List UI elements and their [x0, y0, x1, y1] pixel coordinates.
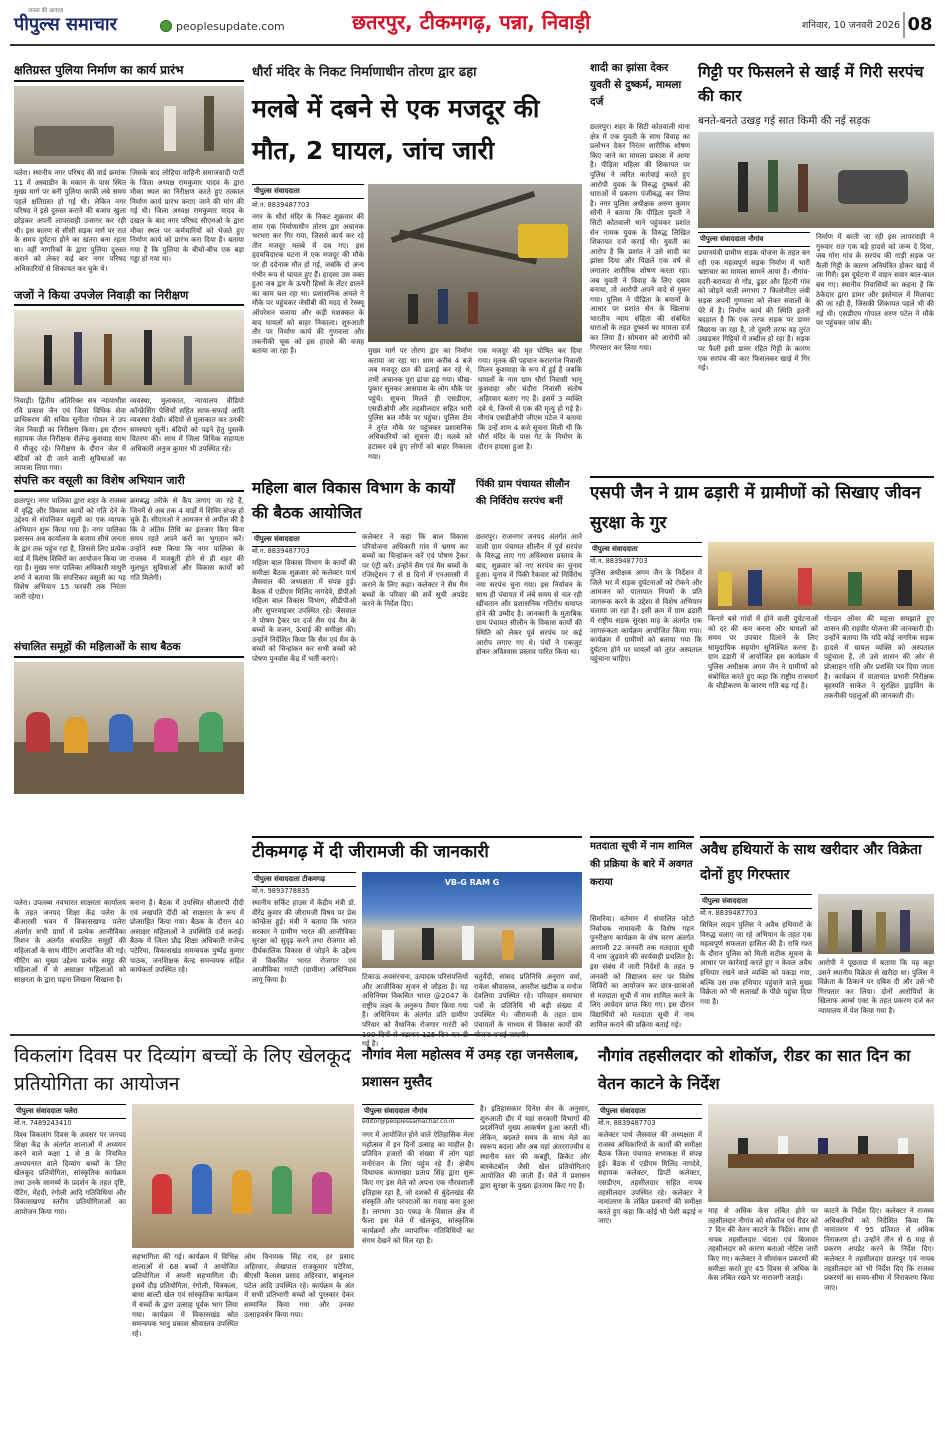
tehsildar-body-2: माह से अधिक केस लंबित होने पर तहसीलदार नौगांव को शोकॉज एवं रीडर को 7 दिन की वेतन काटने के निर्देश। साथ ही नायब तहसीलदार चंदला एवं बिजावर तहसीलदार को कारण बताओ नोटिस जारी किए गए। कलेक्टर ने सीमांकन प्रकरणों की समीक्षा करते हुए 45 दिवस से अधिक के केस लंबित रखने पर नाराजगी जताई।	[708, 1206, 818, 1283]
viklang-headline: विकलांग दिवस पर दिव्यांग बच्चों के लिए खेलकूद प्रतियोगिता का आयोजन	[14, 1045, 351, 1095]
gitti-byline-place: नौगांव	[748, 235, 764, 243]
mela-headline: नौगांव मेला महोत्सव में उमड़ रहा जनसैलाब, प्रशासन मुस्तैद	[362, 1047, 579, 1090]
tehsildar-mobile: मो.न. 8839487703	[598, 1119, 656, 1127]
puliya-photo	[14, 86, 244, 164]
jiramji-byline-place: टीकमगढ़	[302, 875, 325, 883]
mela-byline-place: नौगांव	[412, 1107, 428, 1115]
page-number: 08	[903, 12, 935, 38]
viklang-body-1: विश्व विकलांग दिवस के अवसर पर जनपद शिक्षा केंद्र के अंतर्गत शालाओं में अध्ययन करने वाले कक्षा 1 से 8 के नियमित अध्ययनरत वाले दिव्यांग बच्चों के लिए खेलकूद प्रतियोगिता, सांस्कृतिक कार्यक्रम तथा उनके सामर्थ्य के प्रदर्शन के तहत दृष्टि, पेंटिंग, मेंहदी, रंगोली आदि गतिविधियां और विकासखण्ड स्तरीय प्रतियोगिताओं का आयोजन किया गया।	[14, 1130, 126, 1216]
sp-body-3: गोल्डन ऑवर की महत्ता समझाते हुए शासन की राहवीर योजना की जानकारी दी। उन्होंने बताया कि यदि कोई नागरिक सड़क हादसे में घायल व्यक्ति को अस्पताल पहुंचाता है, तो उसे शासन की ओर से प्रोत्साहन राशि और प्रशस्ति पत्र दिया जाता है। कार्यक्रम में यातायात प्रभारी निरीक्षक बृहस्पति साकेत ने सुरक्षित ड्राइविंग के तकनीकी पहलुओं की जानकारी दी।	[824, 614, 934, 700]
jiramji-body-3: चतुर्वेदी, सांसद प्रतिनिधि अनुराग वर्मा, राकेश श्रीवास्तव, अमरीश खटीक व मनोज देवलिया उपस्थित रहे। परिवहन समाचार पत्रों के प्रतिनिधि भी बड़ी संख्या में उपस्थित थे। जीरामजी के तहत ग्राम पंचायतों के माध्यम से विकास कार्यों की	[474, 972, 582, 1029]
viklang-byline-name: पीपुल्स संवाददाता	[16, 1107, 62, 1115]
viklang-mobile: मो.न. 7489243410	[14, 1119, 72, 1127]
mahila-byline: पीपुल्स संवाददाता	[252, 532, 356, 547]
jiramji-byline	[252, 872, 356, 887]
gitti-body-1: प्रधानमंत्री ग्रामीण सड़क योजना के तहत बन रही एक महत्वपूर्ण सड़क निर्माण में भारी भ्रष्टाचार का मामला सामने आया है। नौगांव-ददरी-बरायठा से गोंड, ढुड़र और हिटनी गांव को जोड़ने वाली लगभग 7 किलोमीटर लंबी सड़क अपनी गुणवत्ता को लेकर सवालों के घेरे में है। निर्माण कार्य की स्थिति इतनी बदहाल है कि एक तरफ सड़क पर डामर बिछाया जा रहा है, तो दूसरी तरफ वह तुरंत उखड़कर गिट्टियों में तब्दील हो रहा है। सड़क पर फैली इसी डामर रहित गिट्टी के कारण एक सरपंच की कार फिसलकर खाई में गिर गई।	[698, 248, 810, 373]
logo	[14, 6, 164, 40]
gitti-photo	[698, 132, 934, 228]
sampatti-body-1: छतरपुर। नगर पालिका द्वारा शहर के राजस्व में वृद्धि और विकास कार्यों को गति देने के उद्देश्य से संपत्तिकर वसूली का एक व्यापक अभियान शुरू किया गया है। नगर पालिका प्रशासन अब कार्यालय के बजाय सीधे जनता के द्वार तक पहुंच रहा है, जिससे लिए प्रत्येक वार्ड में विशेष शिविरों का आयोजन किया जा रहा है। मुख्य नगर पालिका अधिकारी माधुरी शर्मा ने बताया कि संपत्तिकर वसूली का यह विशेष अभियान 15 फरवरी तक निरंतर जारी रहेगा।	[14, 496, 126, 601]
malba-body-2: मुख्य मार्ग पर तोरण द्वार का निर्माण कराया जा रहा था। शाम करीब 4 बजे जब मजदूर छत की ढलाई कर रहे थे, तभी अचानक पूरा ढांचा ढह गया। चीख-पुकार सुनकर आसपास के लोग मौके पर पहुंचे। सूचना मिलते ही एसडीएम, एसडीओपी और तहसीलदार सहित भारी पुलिस बल मौके पर पहुंचा। पुलिस टीम ने तुरंत मौके पर पहुंचकर प्रशासनिक अधिकारियों को सूचना दी। मलबे को हटाकर दबे हुए लोगों को बाहर निकाला गया।	[368, 346, 472, 461]
upjail-body-2: व्यवस्था, मुलाकात, न्यायालय वीडियो कॉन्फ्रेंसिंग पेशियों सहित साफ-सफाई आदि व्यवस्था देखी। बंदियों से मुलाकात कर उनकी समस्याएं सुनी। बंदियों को पढ़ने हेतु पुस्तकें वितरण की। साथ में जिला विधिक सहायता अधिकारी अनुज कुमार भी उपस्थित रहे।	[130, 396, 244, 453]
samooh-photo	[14, 662, 244, 794]
mahila-body-2: कलेक्टर ने कहा कि बाल विकास परियोजना अधिकारी गांव में भ्रमण कर बच्चों का चिन्हांकन करें एवं पोषण ट्रैकर पर एंट्री करें। उन्होंने सैम एवं मैम बच्चों के रजिस्ट्रेशन 7 से 8 दिनों में एनआरसी में कराने के लिए कहा। कलेक्टर ने सैम मैम बच्चों के परिवार की सर्वे सूची अपडेट करने के निर्देश दिए।	[362, 532, 468, 609]
jiramji-body-1: स्थानीय सर्किट हाउस में केंद्रीय मंत्री डॉ. वीरेंद्र कुमार की जीरामजी विषय पर प्रेस कॉन्फ्रेंस हुई। मंत्री ने बताया कि भारत सरकार ने ग्रामीण भारत की आजीविका सुरक्षा को सुदृढ़ करने तथा रोजगार को दीर्घकालिक विकास से जोड़ने के उद्देश्य से विकसित भारत रोजगार एवं आजीविका गारंटी (ग्रामीण) अधिनियम लागू किया है।	[252, 898, 356, 984]
issue-date: शनिवार, 10 जनवरी 2026	[801, 20, 900, 31]
hathiyar-body-2: आरोपी ने पूछताछ में बताया कि यह कट्टा उसने स्थानीय विक्रेता से खरीदा था। पुलिस ने विक्रेता के ठिकाने पर दबिश दी और उसे भी गिरफ्तार कर लिया। दोनों आरोपियों के खिलाफ आर्म्स एक्ट के तहत प्रकरण दर्ज कर न्यायालय में पेश किया गया है।	[818, 958, 934, 1015]
website-row	[160, 16, 285, 36]
sarpanch-headline: पिंकी ग्राम पंचायत सीलौन की निर्विरोध सरपंच बनीं	[476, 479, 570, 507]
matdata-body: सिमरिया। वर्तमान में संचालित फोटो निर्वाचक नामावली के विशेष गहन पुनरीक्षण कार्यक्रम के शेष चरण अंतर्गत आगामी 22 जनवरी तक मतदाता सूची में नाम जुड़वाने की कार्यवाही प्रचलित है। इस संबंध में जारी निर्देशों के तहत 9 जनवरी को विद्यालय स्तर पर विशेष शिविरों का आयोजन कर छात्र-छात्राओं से मतदाता सूची में नाम शामिल करने के लिए आवेदन प्राप्त किए गए। इस दौरान विद्यार्थियों को मतदाता सूची में नाम शामिल कराने की प्रक्रिया बताई गई।	[590, 914, 694, 1029]
malba-kicker: धौर्रा मंदिर के निकट निर्माणाधीन तोरण द्वार ढहा	[252, 65, 477, 80]
puliya-body-2: जिसके बाद लोहिया वाहिनी समाजवादी पार्टी के जिला अध्यक्ष रामकुमार यादव के द्वारा मौका स्थल का निरीक्षण करते हुए तत्काल निर्माण कार्य प्रारंभ कराए जाने की मांग की गई थी। जिला अध्यक्ष रामकुमार यादव के दखल के बाद नगर परिषद सीएमओ के द्वारा मौका स्थल पर कर्मचारियों को भेजते हुए निर्माण कार्य को प्रारंभ करा दिया है। बताया गया है कि पुलिया के बीचो-बीच एक बड़ा गड्ढा हो गया था।	[130, 168, 244, 264]
viklang-body-2: सहभागिता की गई। कार्यक्रम में विभिन्न शालाओं से 68 बच्चों ने आयोजित प्रतियोगिता में अपनी सहभागिता दी। इसमें दौड़ प्रतियोगिता, रंगोली, चित्रकला, बाधा बाल्टी खेल एवं सांस्कृतिक कार्यक्रम में बच्चों के द्वारा उत्साह पूर्वक भाग लिया गया। कार्यक्रम में विकासखंड स्रोत समन्वयक भानु प्रकाश श्रीवास्तव उपस्थित रहे।	[132, 1252, 238, 1338]
hathiyar-byline: पीपुल्स संवाददाता	[700, 894, 812, 909]
logo-tagline: जनता की आवाज़	[28, 8, 64, 14]
tehsildar-headline: नौगांव तहसीलदार को शोकॉज, रीडर का सात दिन का वेतन काटने के निर्देश	[598, 1046, 911, 1093]
viklang-body-3: ओम विनायक सिंह राव, हर प्रसाद अहिरवार, लेखपाल राजकुमार पटेरिया, बीएसी कैलाश प्रसाद अहिरवार, बाबूलाल पटेल आदि उपस्थित रहे। कार्यक्रम के अंत में सभी प्रतिभागी बच्चों को पुरस्कार देकर सम्मानित किया गया और उनका उत्साहवर्धन किया गया।	[244, 1252, 354, 1319]
upjail-body-1: निवाड़ी। द्वितीय अतिरिक्त सत्र न्यायाधीश रवि प्रकाश जैन एवं जिला विधिक सेवा प्राधिकरण की सचिव सुनीता गोयल ने उप जेल निवाड़ी का निरीक्षण किया। इस दौरान सहायक जेल निरीक्षक शैलेन्द्र कुशवाह साथ में मौजूद रहे। निरीक्षण के दौरान जेल में बंदियों को दी जाने वाली सुविधाओं का जायजा लिया गया।	[14, 396, 126, 473]
sp-body-1: पुलिस अधीक्षक अगम जैन के निर्देशन में जिले भर में सड़क दुर्घटनाओं को रोकने और आमजन को यातायात नियमों के प्रति जागरूक करने के उद्देश्य से विशेष अभियान चलाया जा रहा है। इसी क्रम में ग्राम ढड़ारी में राष्ट्रीय सड़क सुरक्षा माह के अंतर्गत एक जागरूकता कार्यक्रम आयोजित किया गया। कार्यक्रम में ग्रामीणों को बताया गया कि दुर्घटना होने पर घायलों को तुरंत अस्पताल पहुंचाना चाहिए।	[590, 568, 702, 664]
bottom-divider	[10, 1034, 935, 1036]
mahila-headline: महिला बाल विकास विभाग के कार्यों की बैठक आयोजित	[252, 479, 455, 522]
tehsildar-body-1: कलेक्टर पार्थ जैसवाल की अध्यक्षता में राजस्व अधिकारियों के कार्यों की समीक्षा बैठक जिला पंचायत सभाकक्ष में संपन्न हुई। बैठक में एडीएम मिलिंद नागदेवे, सहायक कलेक्टर, डिप्टी कलेक्टर, एसडीएम, तहसीलदार सहित नायब तहसीलदार उपस्थित रहे। कलेक्टर ने नामांतरण के लंबित प्रकरणों की समीक्षा करते हुए कहा कि कोई भी पेशी बढ़ाई न जाए।	[598, 1130, 702, 1226]
tehsildar-byline: पीपुल्स संवाददाता	[598, 1104, 702, 1119]
tehsildar-body-3: काटने के निर्देश दिए। कलेक्टर ने राजस्व अधिकारियों को निर्देशित किया कि नामांतरण में 95 प्रतिशत से अधिक निराकरण हो। उन्होंने तीन से 6 माह से प्रकरण अपडेट करने के निर्देश दिए। कलेक्टर ने तहसीलदार छतरपुर एवं नायब तहसीलदार को भी निर्देश दिए कि राजस्व प्रकरणों का समय-सीमा में निराकरण किया जाए।	[824, 1206, 934, 1292]
matdata-headline: मतदाता सूची में नाम शामिल की प्रक्रिया के बारे में अवगत कराया	[590, 836, 694, 910]
malba-mobile: मो.न. 8839487703	[252, 201, 310, 209]
hathiyar-headline: अवैध हथियारों के साथ खरीदार और विक्रेता दोनों हुए गिरफ्तार	[700, 836, 934, 890]
sp-byline: पीपुल्स संवाददाता	[590, 542, 702, 557]
shadi-headline: शादी का झांसा देकर युवती से दुष्कर्म, मामला दर्ज	[590, 62, 682, 108]
hathiyar-mobile: मो.न. 8839487703	[700, 909, 758, 917]
shadi-body: छतरपुर। शहर के सिटी कोतवाली थाना क्षेत्र में एक युवती के साथ विवाह का प्रलोभन देकर निरंतर शारीरिक शोषण किए जाने का मामला प्रकाश में आया है। पीड़िता महिला की शिकायत पर पुलिस ने त्वरित कार्रवाई करते हुए आरोपी युवक के विरुद्ध दुष्कर्म की धाराओं में प्रकरण पंजीबद्ध कर लिया है। नगर पुलिस अधीक्षक अरुण कुमार सोनी ने बताया कि पीड़िता युवती ने सिटी कोतवाली थाने पहुंचकर प्रशांत सेन नामक युवक के विरुद्ध लिखित शिकायत दर्ज कराई थी। युवती का आरोप है कि प्रशांत ने उसे शादी का झांसा दिया और पिछले एक वर्ष से लगातार शारीरिक शोषण करता रहा। जब युवती ने विवाह के लिए दबाव बनाया, तो आरोपी अपने वादे से मुकर गया। पुलिस ने पीड़िता के बयानों के आधार पर प्रशांत सेन के खिलाफ भारतीय न्याय संहिता की संबंधित धाराओं के तहत दुष्कर्म का मामला दर्ज कर लिया है। सोमवार को आरोपी को गिरफ्तार कर लिया गया।	[590, 122, 690, 352]
jiramji-headline: टीकमगढ़ में दी जीरामजी की जानकारी	[252, 836, 582, 866]
gitti-byline	[698, 232, 810, 247]
sampatti-headline: संपत्ति कर वसूली का विशेष अभियान जारी	[14, 472, 244, 492]
globe-icon	[160, 20, 172, 32]
sp-photo	[708, 542, 934, 610]
masthead-rule	[10, 44, 935, 46]
sp-body-2: किनारे बसे गांवों में होने वाली दुर्घटनाओं को दर की कम करना और घायलों को समय पर उपचार दिलाने के लिए सामुदायिक सहयोग सुनिश्चित करना है। ग्राम ढड़ारी में आयोजित इस कार्यक्रम में पुलिस अधीक्षक अगम जैन ने ग्रामीणों को संबोधित करते हुए कहा कि राष्ट्रीय राजमार्ग के चौड़ीकरण के कारण गति बढ़ गई है।	[708, 614, 818, 691]
samooh-body-1: पलेरा। उपलब्ध नवभारत साक्षरता कार्यालय के तहत जनपद शिक्षा केंद्र पलेरा के बीआरसी भवन में विकासखण्ड पलेरा अंतर्गत सभी ग्रामों में प्रत्येक आजीविका मिशन के अंतर्गत संचालित समूहों की महिलाओं के साथ मीटिंग आयोजित की गई। मीटिंग का मुख्य उद्देश्य प्रत्येक समूह की महिलाओं में से असाक्षर महिलाओं को साक्षरता के द्वारा पढ़ना लिखना सिखाना है।	[14, 898, 126, 984]
viklang-photo	[132, 1104, 354, 1248]
samooh-headline: संचालित समूहों की महिलाओं के साथ बैठक	[14, 638, 244, 658]
mela-byline	[362, 1104, 474, 1119]
hathiyar-photo	[818, 894, 934, 954]
tehsildar-photo	[708, 1104, 934, 1202]
gitti-body-2: निर्माण में बरती जा रही इस लापरवाही ने गुरुवार रात एक बड़े हादसे को जन्म दे दिया, जब गोरा गांव के सरपंच की गाड़ी सड़क पर फैली गिट्टी के कारण अनियंत्रित होकर खाई में जा गिरी। इस दुर्घटना में वाहन सवार बाल-बाल बच गए। स्थानीय निवासियों का कहना है कि ठेकेदार द्वारा डामर और इस्तेमाल में मिलावट की जा रही है, जिसकी शिकायत पहले भी की गई थी। एसडीएम गोपाल शरण पटेल ने मौके पर पहुंचकर जांच की।	[816, 232, 934, 328]
jiramji-mobile: मो.न. 9893778835	[252, 887, 310, 895]
jiramji-body-2: टिकाऊ अवसंरचना, उत्पादक परिसंपत्तियों और आजीविका सृजन से जोड़ता है। यह अधिनियम विकसित भारत @2047 के राष्ट्रीय लक्ष्य के अनुरूप तैयार किया गया है। अधिनियम के अंतर्गत प्रति ग्रामीण परिवार को वैधानिक रोजगार गारंटी को गई है।	[362, 972, 468, 1049]
mela-byline-name: पीपुल्स संवाददाता	[364, 1107, 410, 1115]
mahila-mobile: मो.न. 8839487703	[252, 547, 310, 555]
gitti-subtitle: बनते-बनते उखड़ गई सात किमी की नई सड़क	[698, 115, 870, 127]
viklang-byline	[14, 1104, 126, 1119]
upjail-photo	[14, 310, 244, 392]
malba-body-3: एक मजदूर की मृत घोषित कर दिया गया। मृतक की पहचान करारगंज निवासी मिलन कुशवाहा के रूप में हुई है जबकि घायलों के नाम ग्राम धौर्रा निवासी भानू कुशवाहा और चंदौरा निवासी संतोष अहिरवार बताए गए हैं। इसमें 3 व्यक्ति दबे थे, जिनमें से एक की मृत्यु हो गई है। नौगांव एसडीओपी जीएस पटेल ने बताया कि उन्हें शाम 4 बजे सूचना मिली थी कि धौर्रा मंदिर के पास गेट के निर्माण के दौरान हादसा हुआ है।	[478, 346, 582, 451]
jiramji-photo	[362, 872, 582, 968]
jiramji-banner-text: VB-G RAM G	[444, 878, 500, 887]
mela-body-2: है। इतिहासकार दिनेश सेन के अनुसार, शुरुआती दौर में यहां सरकारी विभागों की प्रदर्शनियों मुख्य आकर्षण हुआ करती थीं। लेकिन, बदलते समय के साथ मेले का स्वरूप बदला और अब यहां अंतरराज्यीय व स्थानीय स्तर की कबड्डी, क्रिकेट और बास्केटबॉल जैसी खेल प्रतियोगिताएं आयोजित की जाती हैं। मेले में प्रशासन द्वारा सुरक्षा के पुख्ता इंतजाम किए गए हैं।	[480, 1104, 590, 1190]
sampatti-body-2: क्रमबद्ध तरीके से कैंप लगाए जा रहे हैं, जिनमें से अब तक 4 वार्डों में शिविर संपन्न हो चुके हैं। सीएमओ ने आमजन से अपील की है कि वे अंतिम तिथि का इंतजार किए बिना समय रहते अपने करों का भुगतान करें। उन्होंने स्पष्ट किया कि नगर पालिका के राजस्व में मजबूती होने से ही शहर की मूलभूत सुविधाओं और विकास कार्यों को गति मिलेगी।	[130, 496, 244, 582]
website-url[interactable]: peoplesupdate.com	[176, 19, 285, 33]
gitti-byline-name: पीपुल्स संवाददाता	[700, 235, 746, 243]
mela-email[interactable]: editor@peoplessamachar.co.in	[362, 1118, 455, 1125]
malba-byline: पीपुल्स संवाददाता	[252, 184, 364, 199]
upjail-headline: जजों ने किया उपजेल निवाड़ी का निरीक्षण	[14, 286, 244, 306]
sp-headline: एसपी जैन ने ग्राम ढड़ारी में ग्रामीणों को सिखाए जीवन सुरक्षा के गुर	[590, 476, 934, 538]
samooh-body-2: बनाना है। बैठक में उपस्थित सीआरपी दीदी एवं लखपति दीदी को साक्षरता के रूप में प्रोत्साहित किया गया। बैठक के दौरान 40 असाक्षर महिलाओं ने उपस्थिति दर्ज कराई। बैठक में जिला प्रौढ़ शिक्षा अधिकारी राजेन्द्र पटेरिया, विकासखंड समन्वयक पुष्पेंद्र कुमार पाठक, जनशिक्षक केन्द्र समन्वयक सहित कार्यकर्ता उपस्थित रहे।	[130, 898, 244, 975]
malba-headline: मलबे में दबने से एक मजदूर की मौत, 2 घायल, जांच जारी	[252, 94, 540, 165]
mela-body-1: नगर में आयोजित होने वाले ऐतिहासिक मेला महोत्सव में इन दिनों उत्साह का माहौल है। प्रतिदिन हजारों की संख्या में लोग यहां मनोरंजन के लिए पहुंच रहे हैं। क्षेत्रीय विधायक कामाख्या प्रताप सिंह द्वारा शुरू किए गए इस मेले को अपना एक गौरवशाली इतिहास रहा है, जो दशकों से बुंदेलखंड की संस्कृति और परंपराओं का गवाह बना हुआ है। लगभग 30 एकड़ के विशाल क्षेत्र में फैला इस मेले में खेलकूद, सांस्कृतिक कार्यक्रमों और व्यापारिक गतिविधियों का संगम देखने को मिल रहा है।	[362, 1130, 474, 1245]
jiramji-byline-name: पीपुल्स संवाददाता	[254, 875, 300, 883]
gitti-headline: गिट्टी पर फिसलने से खाई में गिरी सरपंच की कार	[698, 63, 924, 105]
sp-mobile: मो.न. 8839487703	[590, 557, 648, 565]
sarpanch-body: छतरपुर। राजनगर जनपद अंतर्गत आने वाली ग्राम पंचायत सीलौन में पूर्व सरपंच के विरुद्ध लाए गए अविश्वास प्रस्ताव के बाद, शुक्रवार को नए सरपंच का चुनाव हुआ। चुनाव में पिंकी रैकवार को निर्विरोध नया सरपंच चुना गया। इस निर्वाचन के साथ ही पंचायत में लंबे समय से चल रही खींचतान और प्रशासनिक गतिरोध समाप्त होने की उम्मीद है। जानकारी के मुताबिक ग्राम पंचायत सीलौन के विकास कार्यों की स्थिति को लेकर पूर्व सरपंच पर कई आरोप लगाए गए थे। पंचों ने एकजुट होकर अविश्वास प्रस्ताव पारित किया था।	[476, 532, 582, 657]
puliya-headline: क्षतिग्रस्त पुलिया निर्माण का कार्य प्रारंभ	[14, 60, 244, 82]
region-title: छतरपुर, टीकमगढ़, पन्ना, निवाड़ी	[352, 10, 591, 34]
masthead	[0, 0, 945, 46]
puliya-body-1: पलेरा। स्थानीय नगर परिषद की वार्ड क्रमांक 11 में अस्वाडीन के मकान के पास स्थित मुख्य मार्ग पर बनी पुलिया काफी लंबे समय पहले क्षतिग्रस्त हो गई थी। लेकिन नगर परिषद ने इसे दुरुस्त कराने की बजाय खुला छोड़कर अपनी लापरवाही उजागर कर रही थी। इस कारण से सीसी सड़क मार्ग पर रात के समय दुर्घटना होने का खतरा बना रहता था। वहीं नागरिकों के द्वारा पुलिया दुरुस्त कराने को लेकर कई बार नगर परिषद अधिकारियों से शिकायत कर चुके थे।	[14, 168, 126, 273]
viklang-byline-place: पलेरा	[64, 1107, 78, 1115]
malba-photo	[368, 184, 582, 342]
mahila-body-1: महिला बाल विकास विभाग के कार्यों की समीक्षा बैठक शुक्रवार को कलेक्टर पार्थ जैसवाल की अध्यक्षता में संपन्न हुई। बैठक में एडीएम मिलिंद नागदेवे, डीपीओ महिला बाल विकास विभाग, सीडीपीओ और सुपरवाइजर उपस्थित रहे। जैसवाल ने पोषण ट्रैकर पर दर्ज सैम एवं मैम के बच्चों के वजन, ऊंचाई की समीक्षा की। उन्होंने निर्देशित किया कि सैम एवं मैम के बच्चों को चिन्हांकन कर सभी बच्चों को पोषण पुनर्वास केंद्र में भर्ती कराएं।	[252, 558, 356, 663]
hathiyar-body-1: सिविल लाइन पुलिस ने अवैध हथियारों के विरुद्ध चलाए जा रहे अभियान के तहत एक महत्वपूर्ण सफलता हासिल की है। रात्रि गश्त के दौरान पुलिस को मिली सटीक सूचना के आधार पर कार्रवाई करते हुए न केवल अवैध हथियार रखने वाले व्यक्ति को पकड़ा गया, बल्कि उस तक हथियार पहुंचाने वाले मुख्य विक्रेता को भी सलाखों के पीछे पहुंचा दिया गया है।	[700, 920, 812, 1006]
logo-text: पीपुल्स समाचार	[14, 14, 117, 35]
malba-body-1: नगर के धौर्रा मंदिर के निकट शुक्रवार की शाम एक निर्माणाधीन तोरण द्वार अचानक भरभरा कर गिर गया, जिससे कार्य कर रहे तीन मजदूर मलबे में दब गए। इस हृदयविदारक घटना में एक मजदूर की मौके पर ही दर्दनाक मौत हो गई, जबकि दो अन्य गंभीर रूप से घायल हुए हैं। हादसा उस वक्त हुआ जब द्वार के ऊपरी हिस्से के लेंटर डालने का काम चल रहा था। प्रशासनिक अमले ने मौके पर पहुंचकर जेसीबी की मदद से रेस्क्यू ऑपरेशन चलाया और कड़ी मशक्कत के बाद घायलों को बाहर निकाला। शुरुआती तौर पर निर्माण कार्य की गुणवत्ता और तकनीकी चूक को इस हादसे की वजह बताया जा रहा है।	[252, 212, 364, 356]
